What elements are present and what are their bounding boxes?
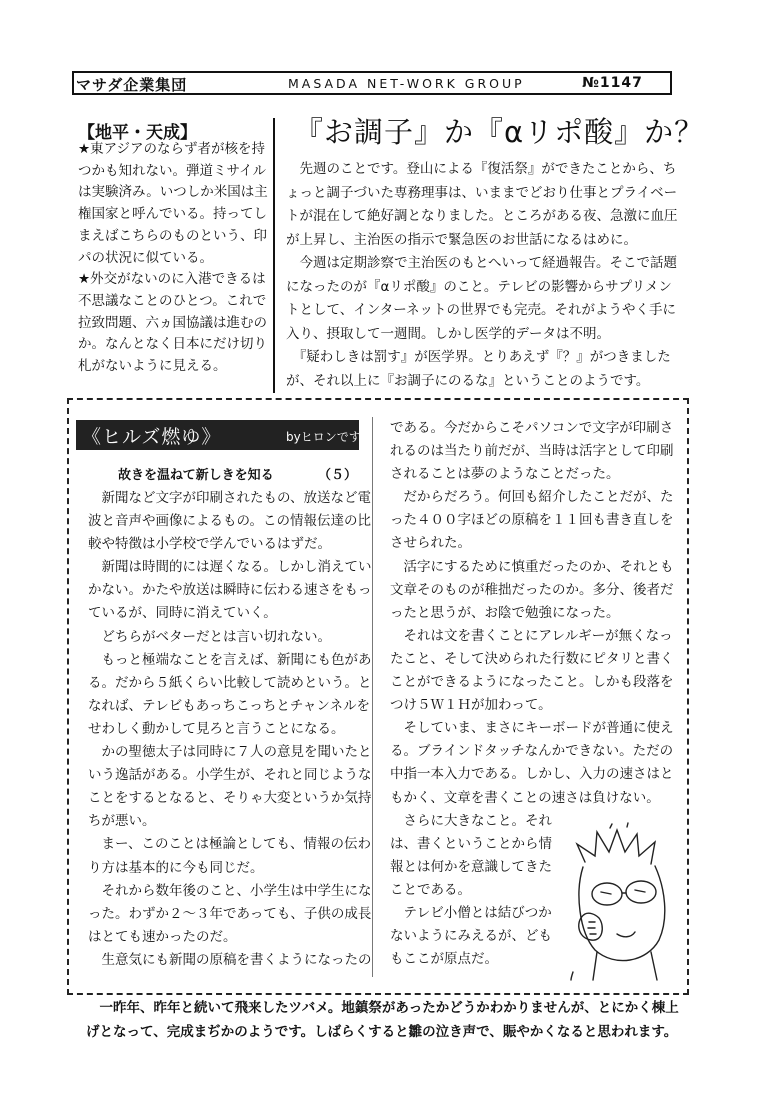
col-line: それから数年後のこと、小学生は中学生にな — [88, 882, 372, 899]
bottom-note — [86, 996, 679, 1044]
left-line: は実験済み。いつしか米国は主 — [78, 184, 268, 201]
col-line: 報とは何かを意識してきた — [390, 858, 552, 875]
col-line: もっと極端なことを言えば、新聞にも色があ — [88, 651, 372, 668]
main-article-title: 『お調子』か『αリポ酸』か？ — [294, 115, 705, 149]
main-line: が、それ以上に『お調子にのるな』ということのようです。 — [286, 372, 650, 389]
col-line: ことである。 — [390, 881, 471, 898]
left-line: つかも知れない。弾道ミサイル — [78, 162, 267, 179]
col-line: どちらがベターだとは言い切れない。 — [88, 628, 331, 645]
col-line: もかく、文章を書くことの速さは負けない。 — [390, 789, 660, 806]
left-line: ★外交がないのに入港できるは — [78, 271, 266, 288]
col-line: ないようにみえるが、ども — [390, 928, 552, 945]
main-line: トとして、インターネットの世界でも完売。それがようやく手に — [286, 302, 677, 318]
col-line: かの聖徳太子は同時に７人の意見を聞いたと — [88, 744, 372, 761]
col-line: ったと思うが、お陰で勉強になった。 — [390, 604, 620, 621]
column-banner — [76, 420, 359, 450]
col-line: る。だから５紙くらい比較して読めという。と — [88, 674, 372, 691]
column-text-left — [88, 487, 372, 972]
left-line: ★東アジアのならず者が核を持 — [78, 141, 266, 157]
col-line: は、書くということから情 — [390, 835, 552, 852]
main-article-body — [286, 158, 678, 393]
inner-column-divider — [372, 417, 373, 977]
col-line: なれば、テレビもあっちこっちとチャンネルを — [88, 697, 371, 714]
left-line: 権国家と呼んでいる。持ってし — [78, 206, 267, 223]
col-line: さらに大きなこと。それ — [390, 812, 552, 829]
bottom-line: げとなって、完成まぢかのようです。しばらくすると雛の泣き声で、賑やかくなると思われます。 — [86, 1024, 678, 1040]
author-caricature — [555, 822, 685, 982]
col-line: たこと、そして決められた行数にピタリと書く — [390, 650, 674, 667]
left-column-text — [78, 139, 268, 378]
col-line: 較や特徴は小学校で学んでいるはずだ。 — [88, 536, 331, 553]
col-line: 文章そのものが稚拙だったのか。多分、後者だ — [390, 581, 674, 598]
main-line: 先週のことです。登山による『復活祭』ができたことから、ち — [286, 161, 677, 177]
left-line: 札がないように見える。 — [78, 358, 227, 375]
column-subtitle: 故きを温ねて新しきを知る — [118, 468, 274, 483]
col-line: 中指一本入力である。しかし、入力の速さはと — [390, 766, 674, 783]
col-line: である。今だからこそパソコンで文字が印刷さ — [390, 420, 674, 436]
col-line: った４００字ほどの原稿を１１回も書き直しを — [390, 512, 674, 529]
bottom-line: 一昨年、昨年と続いて飛来したツバメ。地鎮祭があったかどうかわかりませんが、とにかく棟上 — [86, 1000, 679, 1016]
main-line: トが混在して絶好調となりました。ところがある夜、急激に血圧 — [286, 208, 678, 224]
left-column-title: 【地平・天成】 — [78, 123, 197, 143]
col-line: れるのは当たり前だが、当時は活字として印刷 — [390, 443, 674, 460]
column-part-number: （５） — [318, 468, 358, 483]
col-line: つけ５Ｗ１Ｈが加わって。 — [390, 697, 552, 714]
masthead-network: MASADA NET-WORK GROUP — [288, 76, 525, 91]
col-line: いう逸話がある。小学生が、それと同じような — [88, 767, 372, 784]
column-divider — [273, 118, 275, 393]
col-line: せわしく動かして見ろと言うことになる。 — [88, 720, 345, 737]
masthead — [72, 71, 672, 95]
col-line: それは文を書くことにアレルギーが無くなっ — [390, 627, 673, 644]
col-line: だからだろう。何回も紹介したことだが、た — [390, 489, 674, 506]
col-line: されることは夢のようなことだった。 — [390, 466, 620, 483]
col-line: まー、このことは極論としても、情報の伝わ — [88, 836, 371, 853]
column-banner-title: 《ヒルズ燃ゆ》 — [82, 426, 222, 448]
col-line: ことができるようになったこと。しかも段落を — [390, 674, 674, 691]
main-line: になったのが『αリポ酸』のこと。テレビの影響からサプリメン — [286, 278, 672, 295]
left-line: 拉致問題、六ヵ国協議は進むの — [78, 314, 267, 331]
col-line: ているが、同時に消えていく。 — [88, 605, 277, 622]
col-line: る。ブラインドタッチなんかできない。ただの — [390, 743, 674, 760]
col-line: そしていま、まさにキーボードが普通に使え — [390, 720, 674, 737]
col-line: させられた。 — [390, 535, 471, 552]
masthead-company: マサダ企業集団 — [76, 76, 188, 94]
col-line: り方は基本的に今も同じだ。 — [88, 859, 264, 876]
left-line: パの状況に似ている。 — [78, 249, 213, 266]
col-line: 活字にするために慎重だったのか、それとも — [390, 558, 674, 575]
main-line: 今週は定期診察で主治医のもとへいって経過報告。そこで話題 — [286, 255, 677, 271]
col-line: はとても速かったのだ。 — [88, 928, 237, 945]
col-line: 新聞は時間的には遅くなる。しかし消えてい — [88, 559, 372, 576]
left-line: まえばこちらのものという、印 — [78, 227, 267, 244]
issue-number: №1147 — [582, 75, 643, 91]
main-line: 『疑わしきは罰す』が医学界。とりあえず『？』がつきました — [286, 349, 671, 365]
col-line: 生意気にも新聞の原稿を書くようになったの — [88, 951, 372, 968]
col-line: もここが原点だ。 — [390, 951, 498, 968]
left-line: 不思議なことのひとつ。これで — [78, 292, 267, 309]
left-line: か。なんとなく日本にだけ切り — [78, 336, 267, 353]
column-byline: byヒロンです — [286, 430, 361, 444]
col-line: かない。かたや放送は瞬時に伝わる速さをもっ — [88, 582, 372, 599]
col-line: 波と音声や画像によるもの。この情報伝達の比 — [88, 513, 371, 530]
col-line: ちが悪い。 — [88, 813, 156, 830]
main-line: 入り、摂取して一週間。しかし医学的データは不明。 — [286, 325, 610, 342]
col-line: ことをするとなると、そりゃ大変というか気持 — [88, 790, 372, 807]
col-line: テレビ小僧とは結びつか — [390, 904, 552, 921]
main-line: が上昇し、主治医の指示で緊急医のお世話になるはめに。 — [286, 231, 637, 248]
col-line: 新聞など文字が印刷されたもの、放送など電 — [88, 490, 371, 506]
main-line: ょっと調子づいた専務理事は、いままでどおり仕事とプライベー — [286, 184, 678, 201]
col-line: った。わずか２～３年であっても、子供の成長 — [88, 905, 372, 922]
